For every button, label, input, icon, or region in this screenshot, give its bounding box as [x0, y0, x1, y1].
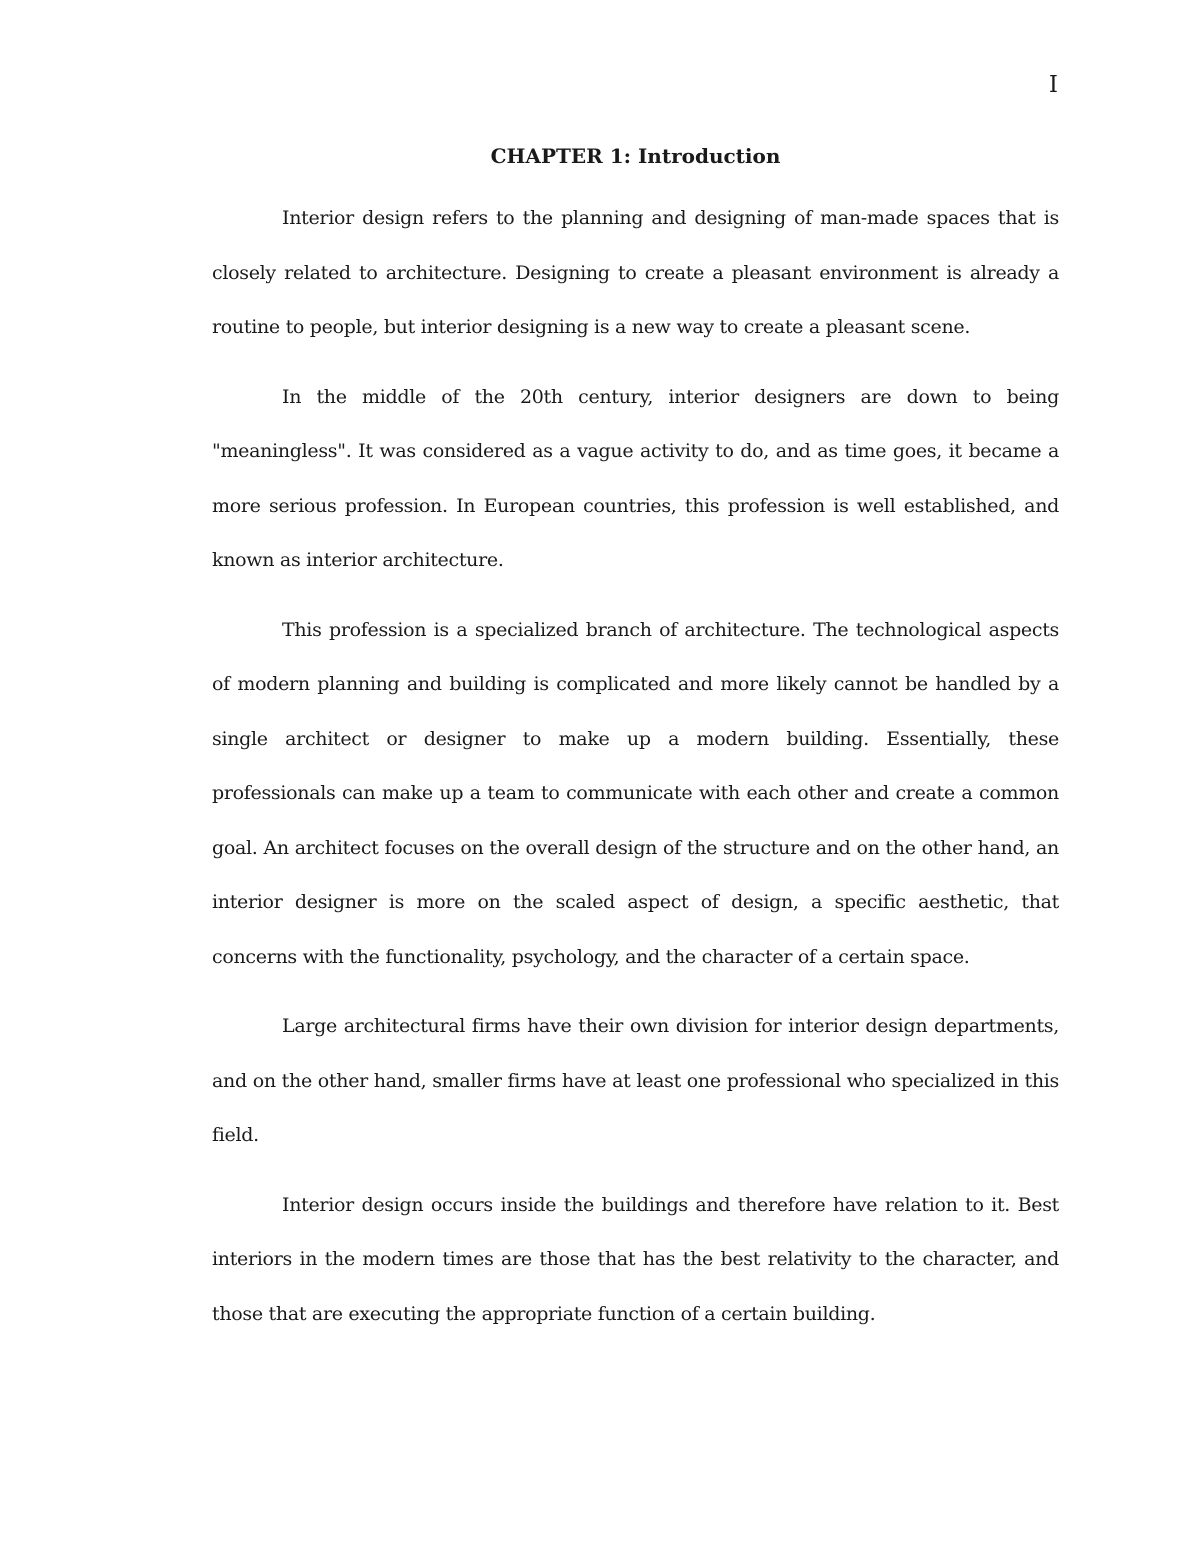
paragraph-1: Interior design refers to the planning and designing of man-made spaces that is closely related to architecture. Designing to create a pleasant environment is already a routine to people, but interior designing is a new way to create a pleasant scene. — [212, 207, 1059, 338]
page-number: I — [1048, 72, 1058, 98]
paragraph-3: This profession is a specialized branch of architecture. The technological aspects of modern planning and building is complicated and more likely cannot be handled by a single architect or designer to make up a modern building. Essentially, these professionals can make up a team to communicate with each other and create a common goal. An architect focuses on the overall design of the structure and on the other hand, an interior designer is more on the scaled aspect of design, a specific aesthetic, that concerns with the functionality, psychology, and the character of a certain space. — [212, 618, 1059, 968]
paragraph-4: Large architectural firms have their own division for interior design departments, and on the other hand, smaller firms have at least one professional who specialized in this field. — [212, 1015, 1059, 1146]
chapter-title: CHAPTER 1: Introduction — [490, 144, 781, 168]
paragraph-5: Interior design occurs inside the buildings and therefore have relation to it. Best interiors in the modern times are those that has the best relativity to the character, and those that are executing the appropriate function of a certain building. — [212, 1193, 1059, 1325]
paragraph-2: In the middle of the 20th century, interior designers are down to being "meaningless". It was considered as a vague activity to do, and as time goes, it became a more serious profession. In European countries, this profession is well established, and known as interior architecture. — [212, 385, 1059, 571]
document-body — [212, 139, 1059, 1356]
